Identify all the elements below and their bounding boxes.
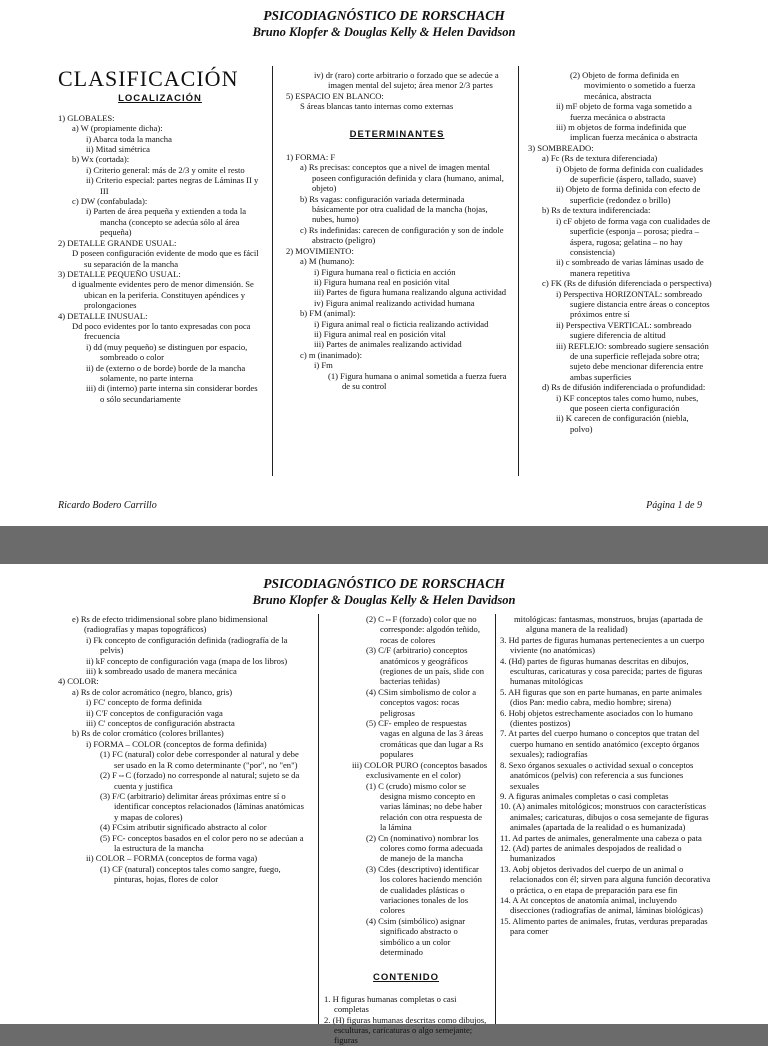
text-line: iii) k sombreado usado de manera mecánica [86, 666, 237, 677]
text-line: 15. Alimento partes de animales, frutas, verduras preparadas para comer [500, 915, 708, 937]
text-line: c) Rs indefinidas: carecen de configuración y son de índole abstracto (peligro) [300, 224, 504, 246]
text-line: i) Figura humana real o ficticia en acción [314, 266, 456, 277]
text-line: iii) REFLEJO: sombreado sugiere sensación de una superficie reflejada sobre otra; sujeto debe mencionar diferencia entre ambas superficies [556, 340, 709, 382]
text-line: iv) Figura animal realizando actividad humana [314, 297, 475, 308]
text-line: 6. Hobj objetos estrechamente asociados con lo humano (dientes postizos) [500, 707, 693, 729]
text-line: iii) C' conceptos de configuración abstracta [86, 718, 235, 729]
text-line: iii) Partes de figura humana realizando alguna actividad [314, 287, 507, 298]
text-line: Dd poco evidentes por lo tanto expresadas con poca frecuencia [72, 320, 251, 342]
header-title: PSICODIAGNÓSTICO DE RORSCHACH [263, 8, 505, 23]
column-divider [518, 66, 519, 476]
text-line: 14. A At conceptos de anatomía animal, incluyendo disecciones (radiografías de animal, láminas biológicas) [500, 894, 703, 916]
footer-page-number: Página 1 de 9 [646, 500, 702, 511]
text-line: c) FK (Rs de difusión diferenciada o perspectiva) [542, 278, 712, 289]
text-lines [286, 152, 508, 391]
text-line: (2) Objeto de forma definida en movimiento o sometido a fuerza mecánica, abstracta [570, 70, 696, 101]
column-sombreado [528, 70, 712, 434]
text-line: 13. Aobj objetos derivados del cuerpo de un animal o relacionados con él; sirven para alguna función decorativa o práctica, o en etapa de preparación para ese fin [500, 863, 711, 895]
text-line: (1) FC (natural) color debe corresponder al natural y debe ser usado en la R como determinante ("por", no "en") [100, 749, 299, 770]
text-line: ii) C'F conceptos de configuración vaga [86, 707, 223, 718]
text-line: (1) C (crudo) mismo color se designa mismo concepto en varias láminas; no debe haber relación con otra respuesta de la lámina [366, 780, 483, 833]
text-line: i) FC' concepto de forma definida [86, 697, 202, 708]
text-line: (1) Figura humana o animal sometida a fuerza fuera de su control [328, 370, 507, 391]
text-line: i) Perspectiva HORIZONTAL: sombreado sugiere distancia entre áreas o conceptos próximos entre sí [556, 288, 710, 320]
text-line: b) FM (animal): [300, 308, 356, 319]
text-line: ii) Figura humana real en posición vital [314, 276, 450, 287]
text-line: iii) di (interno) parte interna sin considerar bordes o sólo secundariamente [86, 383, 258, 404]
text-line: c) DW (confabulada): [72, 196, 148, 207]
text-line: 9. A figuras animales completas o casi completas [500, 790, 669, 801]
text-line: ii) de (externo o de borde) borde de la mancha solamente, no parte interna [86, 362, 246, 383]
text-line: b) Rs de color cromático (colores brillantes) [72, 728, 224, 739]
text-lines [324, 994, 488, 1046]
text-line: i) Figura animal real o ficticia realizando actividad [314, 318, 489, 329]
text-line: a) W (propiamente dicha): [72, 123, 163, 134]
text-line: c) m (inanimado): [300, 349, 363, 360]
text-line: mitológicas: fantasmas, monstruos, brujas (apartada de alguna manera de la realidad) [514, 614, 703, 635]
text-line: i) Parten de área pequeña y extienden a toda la mancha (concepto se adecúa sólo al área pequeña) [86, 206, 247, 238]
text-lines [528, 70, 712, 434]
text-line: i) Abarca toda la mancha [86, 133, 172, 144]
text-line: ii) kF concepto de configuración vaga (mapa de los libros) [86, 655, 288, 666]
text-line: d igualmente evidentes pero de menor dimensión. Se ubican en la periferia. Constituyen apéndices y prolongaciones [72, 279, 254, 311]
text-line: 8. Sexo órganos sexuales o actividad sexual o conceptos anatómicos (pelvis) con referencia a sus funciones sexuales [500, 759, 694, 791]
text-line: (2) Cn (nominativo) nombrar los colores como forma adecuada de manejo de la mancha [366, 832, 483, 864]
text-lines [286, 70, 508, 112]
text-line: ii) Figura animal real en posición vital [314, 328, 446, 339]
footer-author: Ricardo Bodero Carrillo [58, 500, 157, 511]
header-authors: Bruno Klopfer & Douglas Kelly & Helen Davidson [252, 593, 516, 607]
column-determinantes [286, 70, 508, 391]
text-line: ii) Mitad simétrica [86, 144, 150, 155]
page-header [0, 576, 768, 608]
header-authors: Bruno Klopfer & Douglas Kelly & Helen Davidson [252, 25, 516, 39]
text-line: (3) Cdes (descriptivo) identificar los colores haciendo mención de cualidades plásticas o variaciones tonales de los colores [366, 863, 482, 916]
text-line: 4. (Hd) partes de figuras humanas descritas en dibujos, esculturas, caricaturas y cosa parecida; partes de figuras humanas mitológicas [500, 655, 703, 687]
text-line: i) Objeto de forma definida con cualidades de superficie (áspero, tallado, suave) [556, 163, 703, 185]
text-line: ii) mF objeto de forma vaga sometido a fuerza mecánica o abstracta [556, 101, 692, 122]
text-line: 1. H figuras humanas completas o casi completas [324, 993, 457, 1015]
section-heading-localizacion: LOCALIZACIÓN [118, 93, 202, 105]
text-line: 3) DETALLE PEQUEÑO USUAL: [58, 268, 181, 279]
text-line: 10. (A) animales mitológicos; monstruos con características animales; caricaturas, dibujos o cosa semejante de figuras animales (apartada de la realidad o es humanizada) [500, 801, 709, 833]
page-header [0, 8, 768, 40]
document-page-2 [0, 564, 768, 1046]
column-divider [272, 66, 273, 476]
text-line: iii) COLOR PURO (conceptos basados exclusivamente en el color) [352, 759, 488, 781]
text-line: 3) SOMBREADO: [528, 142, 594, 153]
text-line: ii) Perspectiva VERTICAL: sombreado sugiere diferencia de altitud [556, 319, 692, 341]
text-line: (3) C/F (arbitrario) conceptos anatómicos y geográficos (regiones de un país, slide con bacterias teñidas) [366, 645, 485, 687]
column-color [58, 614, 310, 885]
text-line: i) FORMA – COLOR (conceptos de forma definida) [86, 738, 267, 749]
text-line: (5) FC- conceptos basados en el color pero no se adecúan a la estructura de la mancha [100, 832, 304, 853]
text-line: d) Rs de difusión indiferenciada o profundidad: [542, 382, 706, 393]
text-line: 1) FORMA: F [286, 152, 336, 163]
text-line: i) dd (muy pequeño) se distinguen por espacio, sombreado o color [86, 341, 248, 363]
text-line: 2. (H) figuras humanas descritas como dibujos, esculturas, caricaturas o algo semejante; figuras [324, 1014, 487, 1046]
text-line: a) Fc (Rs de textura diferenciada) [542, 153, 658, 164]
text-line: 4) COLOR: [58, 676, 99, 687]
text-line: 1) GLOBALES: [58, 112, 115, 123]
section-heading-contenido: CONTENIDO [373, 972, 439, 984]
column-localizacion [58, 66, 262, 404]
column-divider [495, 614, 496, 1024]
text-line: (2) F⇔C (forzado) no corresponde al natural; sujeto se da cuenta y justifica [100, 770, 300, 791]
text-line: b) Rs de textura indiferenciada: [542, 205, 651, 216]
text-line: (5) CF- empleo de respuestas vagas en alguna de las 3 áreas cromáticas que dan lugar a Rs populares [366, 718, 484, 760]
text-line: D poseen configuración evidente de modo que es fácil su separación de la mancha [72, 248, 259, 269]
text-line: (4) CSim simbolismo de color a conceptos vagos: rocas peligrosas [366, 686, 477, 718]
text-line: a) M (humano): [300, 256, 355, 267]
text-line: i) cF objeto de forma vaga con cualidades de superficie (esponja – porosa; piedra – áspera, rugosa; gelatina – no hay consistencia) [556, 215, 711, 257]
text-line: (1) CF (natural) conceptos tales como sangre, fuego, pinturas, hojas, flores de color [100, 863, 281, 885]
text-line: S áreas blancas tanto internas como externas [300, 101, 454, 112]
text-line: e) Rs de efecto tridimensional sobre plano bidimensional (radiografías y mapas topográficos) [72, 614, 268, 635]
section-heading-determinantes: DETERMINANTES [349, 128, 445, 140]
text-line: 2) MOVIMIENTO: [286, 245, 354, 256]
text-line: (4) FCsim atributir significado abstracto al color [100, 822, 267, 833]
page-title: CLASIFICACIÓN [58, 66, 239, 91]
text-line: i) Fk concepto de configuración definida (radiografía de la pelvis) [86, 634, 288, 656]
text-line: (4) Csim (simbólico) asignar significado abstracto o simbólico a un color determinado [366, 915, 466, 957]
text-line: ii) Criterio especial: partes negras de Láminas II y III [86, 175, 259, 196]
text-line: iii) Partes de animales realizando actividad [314, 339, 462, 350]
text-line: (3) F/C (arbitrario) delimitar áreas próximas entre sí o identificar conceptos relacionados (láminas anatómicas y mapas de colores) [100, 790, 304, 822]
text-line: i) Criterio general: más de 2/3 y omite el resto [86, 164, 245, 175]
text-line: i) Fm [314, 360, 333, 371]
text-line: 5) ESPACIO EN BLANCO: [286, 90, 384, 101]
text-line: i) KF conceptos tales como humo, nubes, que poseen cierta configuración [556, 392, 699, 413]
text-line: b) Wx (cortada): [72, 154, 130, 165]
text-line: 12. (Ad) partes de animales despojados de realidad o humanizados [500, 842, 682, 864]
text-line: iii) m objetos de forma indefinida que implican fuerza mecánica o abstracta [556, 122, 698, 143]
text-line: b) Rs vagas: configuración variada determinada básicamente por otra cualidad de la mancha (hojas, nubes, humo) [300, 193, 488, 225]
text-line: iv) dr (raro) corte arbitrario o forzado que se adecúe a imagen mental del sujeto; área menor 2/3 partes [314, 70, 499, 91]
text-lines [58, 113, 262, 404]
text-line: 11. Ad partes de animales, generalmente una cabeza o pata [500, 832, 702, 843]
text-line: ii) Objeto de forma definida con efecto de superficie (redondez o brillo) [556, 184, 701, 205]
text-line: ii) COLOR – FORMA (conceptos de forma vaga) [86, 853, 258, 864]
text-line: 3. Hd partes de figuras humanas pertenecientes a un cuerpo viviente (no anatómicas) [500, 634, 705, 656]
text-line: 4) DETALLE INUSUAL: [58, 310, 148, 321]
column-divider [318, 614, 319, 1024]
text-line: (2) C⇔F (forzado) color que no corresponde: algodón teñido, rocas de colores [366, 614, 480, 645]
header-title: PSICODIAGNÓSTICO DE RORSCHACH [263, 576, 505, 591]
text-lines [324, 614, 488, 957]
text-line: ii) K carecen de configuración (niebla, polvo) [556, 413, 689, 434]
text-line: ii) c sombreado de varias láminas usado de manera repetitiva [556, 257, 704, 278]
text-line: 2) DETALLE GRANDE USUAL: [58, 237, 177, 248]
column-contenido [500, 614, 712, 937]
text-lines [58, 614, 310, 885]
text-line: 5. AH figuras que son en parte humanas, en parte animales (dios Pan: medio cabra, medio hombre; sirena) [500, 686, 702, 708]
text-lines [500, 614, 712, 937]
text-line: a) Rs precisas: conceptos que a nivel de imagen mental poseen configuración definida y clara (humano, animal, objeto) [300, 162, 504, 194]
text-line: 7. At partes del cuerpo humano o conceptos que tratan del cuerpo humano en sentido anatómico (excepto órganos sexuales); radiografías [500, 728, 700, 760]
column-color-puro [324, 614, 488, 1046]
text-line: a) Rs de color acromático (negro, blanco, gris) [72, 686, 233, 697]
